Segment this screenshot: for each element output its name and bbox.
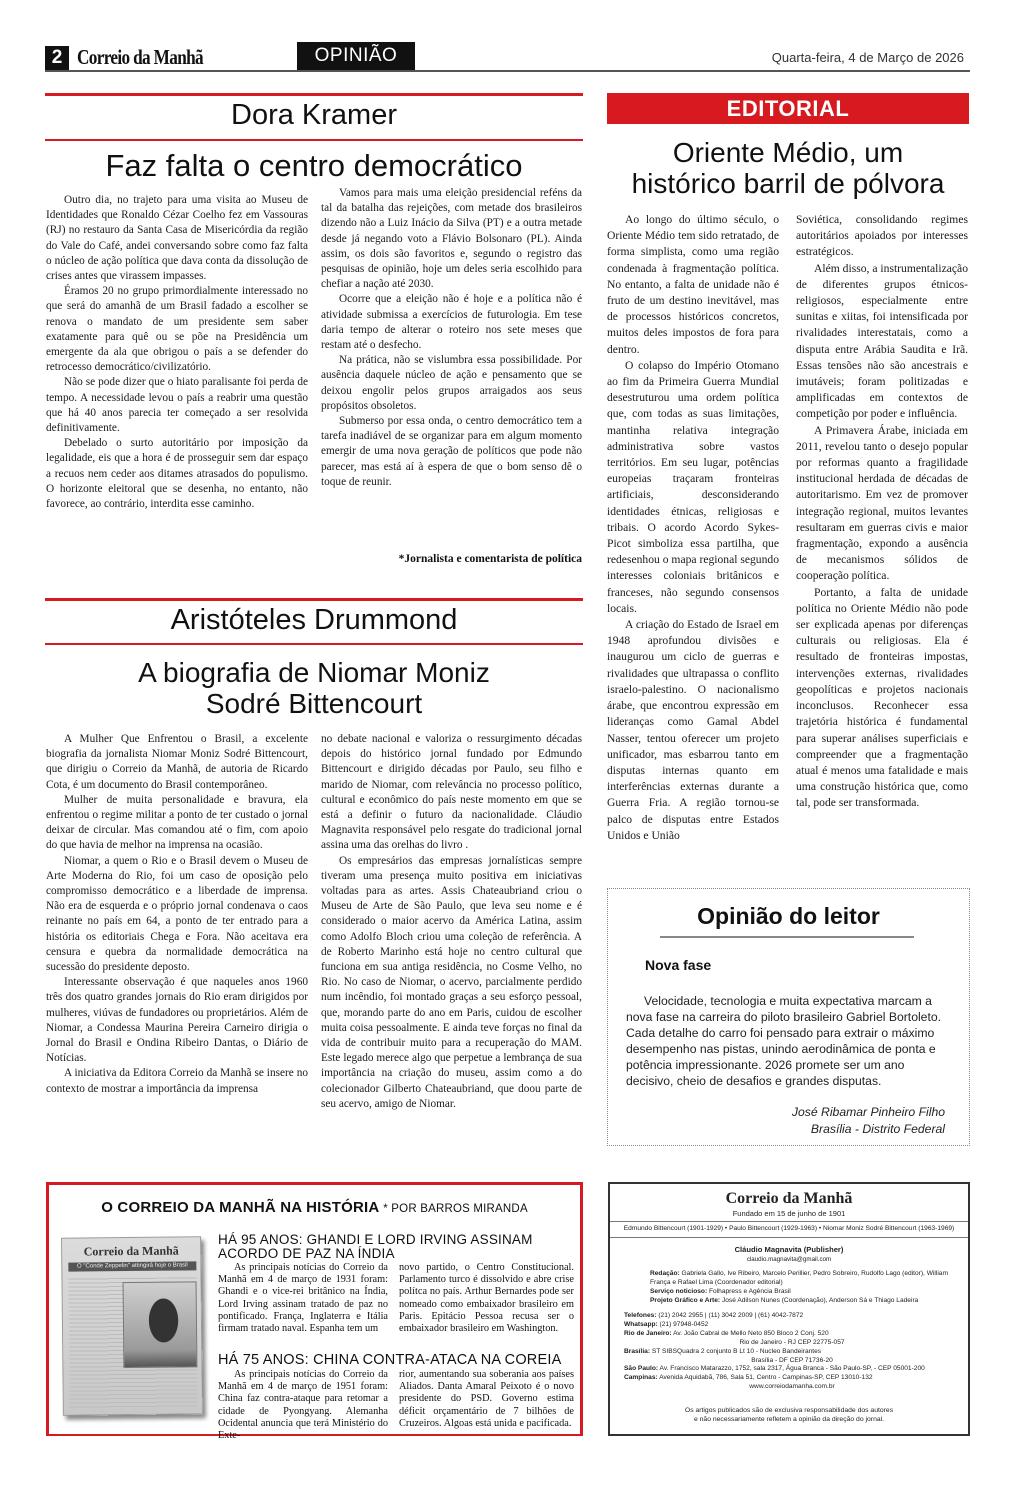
publication-date: Quarta-feira, 4 de Março de 2026 — [771, 50, 964, 65]
letter-author: José Ribamar Pinheiro Filho — [791, 1105, 945, 1119]
columnist-name: Aristóteles Drummond — [170, 604, 458, 636]
letter-title: Nova fase — [645, 957, 712, 973]
paragraph: Na prática, não se vislumbra essa possibilidade. Por ausência daquele núcleo de ação e pensamento que se deixou engolir pelos grupos arraigados aos seus propósitos obsoletos. — [321, 354, 582, 412]
title-underline — [660, 936, 914, 938]
founded-date: Fundado em 15 de junho de 1901 — [732, 1209, 846, 1218]
paragraph: As principais notícias do Correio da Manhã em 4 de março de 1951 foram: China faz contra-ataque para retomar a cidade de Pyongyang. Alemanha Ocidental anuncia que terá Ministério do Exte- — [218, 1369, 388, 1442]
paragraph: Mulher de muita personalidade e bravura, ela enfrentou o regime militar a ponto de ter custado o jornal deixar de circular. Mas comandou até o fim, com apoio do que havia de melhor na imprensa na ocasião. — [46, 793, 308, 852]
article-body-col-1 — [46, 732, 308, 1097]
history-box — [46, 1182, 583, 1442]
page-masthead — [45, 46, 970, 72]
history-title-text: O CORREIO DA MANHÃ NA HISTÓRIA — [101, 1199, 379, 1216]
paragraph: Niomar, a quem o Rio e o Brasil devem o Museu de Arte Moderna do Rio, foi um caso de oposição pelo compromisso democrático e a liberdade de imprensa. Não era de esquerda e o próprio jornal condenava o caos reinante no país em 64, a ponto de ter entrado para a história os editoriais Chega e Fora. Não aceitava era censura e quebra da normalidade democrática na sucessão do presidente deposto. — [46, 854, 308, 974]
contact-whatsapp: Whatsapp: (21) 97948-0452 — [624, 1320, 709, 1328]
website-link[interactable]: www.correiodamanha.com.br — [749, 1383, 835, 1391]
contact-info — [624, 1312, 960, 1392]
paragraph: Os empresários das empresas jornalísticas sempre tiveram uma presença muito positiva em iniciativas voltadas para as artes. Assis Chateaubriand criou o Museu de Arte de São Paulo, que leva seu nome e é considerado o maior acervo da América Latina, assim como Adolfo Bloch criou uma coleção de referência. A de Roberto Marinho está hoje no centro cultural que funciona em sua antiga residência, no Cosme Velho, no Rio. No caso de Niomar, o acervo, parcialmente perdido num incêndio, foi montado graças a seu esforço pessoal, que, morando parte do ano em Paris, cuidou de escolher muita coisa pessoalmente. E ainda teve forças no final da vida de contribuir muito para a recuperação do MAM. Este legado merece algo que perpetue a lembrança de sua importância na criação do museu, assim como a do colecionador Gilberto Chateaubriand, que doou parte de seu acervo, amigo de Niomar. — [321, 854, 582, 1110]
archive-headline: O "Conde Zeppelin" attingirá hoje o Brasil — [68, 1261, 196, 1271]
paragraph: As principais notícias do Correio da Manhã em 4 de março de 1931 foram: Ghandi e o vice-rei britânico na Índia, Lord Irving assinam tratado de paz no pontificado. França, Inglaterra e Itália firmam tratado naval. Espanha tem um — [218, 1262, 388, 1335]
reader-opinion-box — [607, 888, 970, 1146]
publisher: Cláudio Magnavita (Publisher) — [734, 1245, 844, 1254]
staff-box — [608, 1182, 970, 1436]
headline-line: histórico barril de pólvora — [631, 168, 945, 200]
address-sao-paulo: São Paulo: Av. Francisco Matarazzo, 1752, sala 2317, Água Branca - São Paulo-SP, - CEP 05001-200 — [624, 1365, 925, 1373]
reader-opinion-title: Opinião do leitor — [697, 903, 880, 929]
paragraph: A criação do Estado de Israel em 1948 aprofundou divisões e inaugurou um ciclo de guerras e rivalidades que ultrapassa o conflito israelo-palestino. O nacionalismo árabe, que encontrou expressão em lideranças como Gamal Abdel Nasser, tentou oferecer um projeto unificador, mas esbarrou tanto em disputas internas quanto em interferências externas durante a Guerra Fria. A região tornou-se palco de disputas entre Estados Unidos e União — [607, 618, 779, 842]
paragraph: A iniciativa da Editora Correio da Manhã se insere no contexto de mostrar a importância da imprensa — [46, 1067, 308, 1095]
editorial-body-col-2 — [796, 212, 968, 812]
article-headline — [45, 657, 583, 720]
divider-rule — [610, 1237, 968, 1238]
paragraph: Submerso por essa onda, o centro democrático tem a tarefa inadiável de se organizar para em algum momento emergir de uma nova geração de políticos que pode não parecer, mas está aí à espera de que o bom senso dê o toque de reunir. — [321, 415, 582, 488]
heading-line: HÁ 95 ANOS: GHANDI E LORD IRVING ASSINAM — [218, 1232, 533, 1247]
paragraph: A Mulher Que Enfrentou o Brasil, a excelente biografia da jornalista Niomar Moniz Sodré Bittencourt, que dirigiu o Correio da Manhã, de autoria de Ricardo Cota, é um documento do Brasil contemporâneo. — [46, 733, 308, 791]
paragraph: Debelado o surto autoritário por imposição da legalidade, eis que a hora é de prosseguir sem dar espaço a recuos nem ceder aos ditames atrasados do populismo. O horizonte eleitoral que se desenha, no entanto, não favorece, ao contrário, interdita esse caminho. — [46, 437, 308, 511]
paragraph: A Primavera Árabe, iniciada em 2011, revelou tanto o desejo popular por reformas quanto a fragilidade institucional herdada de décadas de autoritarismo. Em vez de promover integração regional, muitos levantes resultaram em guerras civis e maior fragmentação, expondo a ausência de mecanismos sólidos de cooperação política. — [796, 423, 968, 583]
columnist-name: Dora Kramer — [231, 99, 397, 131]
paragraph: rior, aumentando sua soberania aos países Aliados. Danta Amaral Peixoto é o novo presidente do PSD. Governo estima déficit orçamentário de 7 bilhões de Cruzeiros. Algoas está unida e pacificada. — [399, 1369, 574, 1429]
article-body-col-2 — [321, 732, 582, 1112]
historical-directors: Edmundo Bittencourt (1901-1929) • Paulo Bittencourt (1929-1963) • Niomar Moniz Sodré Bittencourt (1963-1969) — [623, 1225, 955, 1232]
address-rio: Rio de Janeiro: Av. João Cabral de Mello Neto 850 Bloco 2 Conj. 520 — [624, 1329, 829, 1337]
paragraph: Interessante observação é que naqueles anos 1960 três dos quatro grandes jornais do Rio eram dirigidos por mulheres, viúvas de fundadores ou proprietários. Além de Niomar, a Condessa Maurina Pereira Carneiro dirigia o Jornal do Brasil e Ondina Ribeiro Dantas, o Diário de Notícias. — [46, 976, 308, 1065]
letter-location: Brasília - Distrito Federal — [810, 1122, 945, 1136]
history-item-col-2 — [399, 1262, 574, 1335]
article-body-col-1 — [46, 193, 308, 512]
staff-credits — [650, 1270, 950, 1306]
divider-rule — [45, 93, 583, 96]
history-item-heading: HÁ 75 ANOS: CHINA CONTRA-ATACA NA COREIA — [218, 1352, 562, 1368]
history-item-col-1 — [218, 1262, 388, 1335]
address-rio-cep: Rio de Janeiro - RJ CEP 22775-057 — [739, 1338, 845, 1346]
address-campinas: Campinas: Avenida Aquidabã, 786, Sala 51, Centro - Campinas-SP, CEP 13010-132 — [624, 1374, 873, 1382]
paragraph: no debate nacional e valoriza o ressurgimento décadas depois do histórico jornal fundado por Edmundo Bittencourt e dirigido décadas por Paulo, seu filho e marido de Niomar, com relevância no processo político, cultural e econômico do país neste momento em que se está a definir o futuro da nacionalidade. Cláudio Magnavita responsável pelo resgate do tradicional jornal assina uma das orelhas do livro . — [321, 733, 582, 852]
publisher-email[interactable]: claudio.magnavita@gmail.com — [746, 1256, 832, 1263]
credit-redacao: Redação: Gabriela Gallo, Ive Ribeiro, Marcelo Perillier, Pedro Sobreiro, Rudolfo Lago (editor), William França e Rafael Lima (Coordenador editorial) — [650, 1270, 948, 1286]
article-headline: Faz falta o centro democrático — [105, 148, 523, 183]
divider-rule — [45, 598, 583, 601]
paragraph: novo partido, o Centro Constitucional. Parlamento turco é dissolvido e abre crise polítca no país. Arthur Bernardes pode ser nomeado como embaixador brasileiro em Paris. Epitácio Pessoa recusa ser o embaixador brasileiro em Washington. — [399, 1262, 574, 1335]
history-item-col-2 — [399, 1369, 574, 1430]
paragraph: Ao longo do último século, o Oriente Médio tem sido retratado, de forma simplista, como uma região condenada à fragmentação política. No entanto, a falta de unidade não é fruto de um destino inevitável, mas de processos históricos concretos, muitos deles impostos de fora para dentro. — [607, 213, 779, 356]
paragraph: Éramos 20 no grupo primordialmente interessado no que será do amanhã de um Brasil fadado a escolher se renova o mandato de um presidente sem saber exatamente para quê ou se põe na Presidência um emergente da ala que obrigou o país a se defender do retrocesso democrático/civilizatório. — [46, 285, 308, 374]
article-body-col-2 — [321, 186, 582, 490]
page-number: 2 — [45, 46, 69, 70]
history-byline: * POR BARROS MIRANDA — [383, 1203, 528, 1215]
letter-body — [626, 993, 952, 1089]
headline-line: A biografia de Niomar Moniz — [138, 657, 490, 688]
newspaper-logo[interactable]: Correio da Manhã — [77, 45, 203, 69]
editorial-body-col-1 — [607, 212, 779, 844]
paragraph: Outro dia, no trajeto para uma visita ao Museu de Identidades que Ronaldo Cézar Coelho fez em Vassouras (RJ) no restauro da Santa Casa de Misericórdia da região do Vale do Café, andei conversando sobre como faz falta o núcleo de ação política que dava conta da dissolução de crises antes que virassem impasses. — [46, 194, 308, 283]
paragraph: Além disso, a instrumentalização de diferentes grupos étnicos-religiosos, especialmente entre sunitas e xiitas, foi intensificada por rivalidades interestatais, como a disputa entre Arábia Saudita e Irã. Essas tensões não são ancestrais e imutáveis; foram politizadas e amplificadas em contextos de competição por poder e influência. — [796, 261, 968, 421]
credit-servico: Serviço noticioso: Folhapress e Agência Brasil — [650, 1287, 791, 1295]
paragraph: Vamos para mais uma eleição presidencial reféns da tal da batalha das rejeições, com metade dos brasileiros dizendo não a Luiz Inácio da Silva (PT) e a outra metade desde já negando voto a Flávio Bolsonaro (PL). Ainda assim, os dois são favoritos e, segundo o registro das pesquisas de opinião, hoje um deles seria escolhido para chefiar a nação até 2030. — [321, 187, 582, 291]
archive-paper-name: Correio da Manhã — [83, 1243, 179, 1259]
contact-phones: Telefones: (21) 2042 2955 | (11) 3042 2009 | (61) 4042-7872 — [624, 1312, 804, 1319]
address-brasilia-cep: Brasília - DF CEP 71736-20 — [751, 1356, 833, 1364]
staff-paper-name: Correio da Manhã — [725, 1190, 853, 1207]
archive-newspaper-image[interactable] — [61, 1236, 203, 1415]
headline-line: Sodré Bittencourt — [205, 688, 423, 720]
paragraph: Portanto, a falta de unidade política no Oriente Médio não pode ser explicada apenas por diferenças culturais ou religiosas. Ela é resultado de fronteiras impostas, intervenções externas, rivalidades geopolíticas e projetos nacionais inconclusos. Reconhecer essa trajetória histórica é fundamental para superar análises superficiais e compreender que a fragmentação atual é menos uma fatalidade e mais uma construção histórica que, como tal, pode ser transformada. — [796, 585, 968, 810]
history-item-col-1 — [218, 1369, 388, 1442]
divider-rule — [610, 1221, 968, 1222]
history-title — [49, 1199, 580, 1216]
disclaimer — [610, 1406, 968, 1424]
paragraph: Ocorre que a eleição não é hoje e a política não é atividade submissa a exercícios de futurologia. Em tese daria tempo de alterar o roteiro nos sete meses que restam até o desfecho. — [321, 293, 582, 352]
paragraph: O colapso do Império Otomano ao fim da Primeira Guerra Mundial desestruturou uma ordem política que, com todas as suas limitações, mantinha relativa integração administrativa sobre vastos territórios. Em seu lugar, potências europeias traçaram fronteiras artificiais, desconsiderando identidades étnicas, religiosas e tribais. O acordo Acordo Sykes-Picot simboliza essa partilha, que redesenhou o mapa regional segundo interesses coloniais britânicos e franceses, não segundo consensos locais. — [607, 358, 779, 615]
history-item-heading — [218, 1233, 533, 1261]
paragraph: Não se pode dizer que o hiato paralisante foi perda de tempo. A necessidade levou o país a reabrir uma questão que há 40 anos parecia ter começado a ser resolvida definitivamente. — [46, 376, 308, 435]
paragraph: Velocidade, tecnologia e muita expectativa marcam a nova fase na carreira do piloto brasileiro Gabriel Bortoleto. Cada detalhe do carro foi pensado para extrair o máximo desempenho nas pistas, unindo aerodinâmica de ponta e potência impressionante. 2026 promete ser um ano decisivo, cheio de desafios e grandes disputas. — [626, 994, 942, 1088]
paragraph: Soviética, consolidando regimes autoritários apoiados por interesses estratégicos. — [796, 213, 968, 259]
address-brasilia: Brasília: ST SIBSQuadra 2 conjunto B Lt 10 - Nucleo Bandeirantes — [624, 1347, 822, 1355]
author-note: *Jornalista e comentarista de política — [398, 553, 582, 565]
divider-rule — [45, 643, 583, 645]
disclaimer-line: Os artigos publicados são de exclusiva responsabilidade dos autores — [684, 1407, 894, 1414]
disclaimer-line: e não necessariamente refletem a opinião da direção do jornal. — [693, 1416, 885, 1423]
headline-line: Oriente Médio, um — [672, 137, 904, 168]
heading-line: ACORDO DE PAZ NA ÍNDIA — [218, 1246, 395, 1261]
editorial-label: EDITORIAL — [607, 93, 969, 124]
credit-projeto: Projeto Gráfico e Arte: José Adilson Nunes (Coordenação), Anderson Sá e Thiago Ladeira — [650, 1296, 919, 1304]
editorial-headline — [607, 137, 969, 200]
divider-rule — [45, 139, 583, 141]
section-label[interactable]: OPINIÃO — [297, 42, 415, 70]
zeppelin-photo — [123, 1281, 198, 1368]
